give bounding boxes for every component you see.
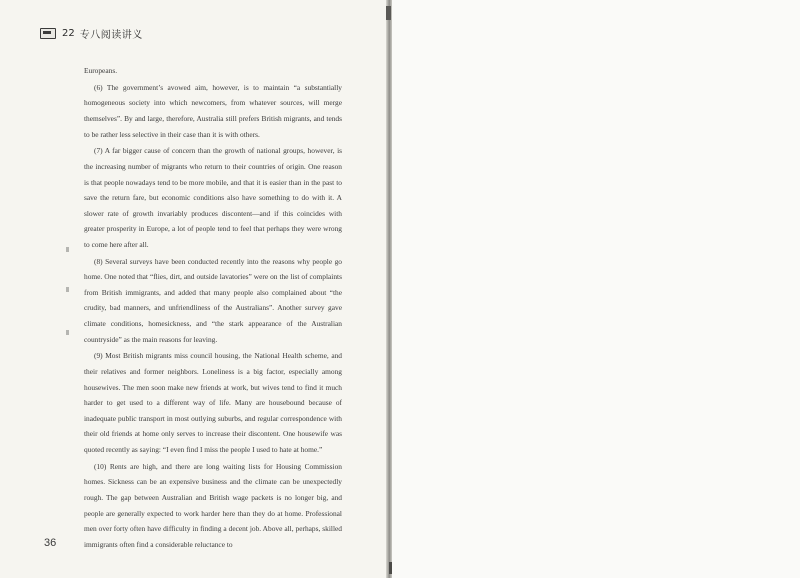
margin-mark <box>66 247 69 252</box>
paragraph-8: (8) Several surveys have been conducted recently into the reasons why people go home. One noted that “flies, dirt, and outside lavatories” were on the list of complaints from British immigrants, and added that many people also complained about “the crudity, bad manners, and unfriendliness of the Australians”. Another survey gave climate conditions, homesickness, and “the stark appearance of the Australian countryside” as the main reasons for leaving. <box>84 256 342 344</box>
paragraph-continuation: Europeans. <box>84 66 118 75</box>
book-icon <box>40 28 56 39</box>
paragraph-10: (10) Rents are high, and there are long waiting lists for Housing Commission homes. Sickness can be an expensive business and the climate can be unexpectedly rough. The gap between Australian and British wage packets is no longer big, and people are generally expected to work harder here than they do at home. Professional men over forty often have difficulty in finding a decent job. Above all, perhaps, skilled immigrants often find a considerable reluctance to <box>84 461 342 549</box>
paragraph-9: (9) Most British migrants miss council housing, the National Health scheme, and their relatives and former neighbors. Loneliness is a big factor, especially among housewives. The men soon make new friends at work, but wives tend to find it much harder to get used to a different way of life. Many are housebound because of inadequate public transport in most outlying suburbs, and regular correspondence with their old friends at home only serves to increase their discontent. One housewife was quoted recently as saying: “I even find I miss the people I used to hate at home.” <box>84 351 342 454</box>
margin-mark <box>66 330 69 335</box>
left-page <box>0 0 388 578</box>
page-header <box>40 26 143 41</box>
gutter-shadow-top <box>386 6 391 20</box>
article-body <box>84 63 342 554</box>
header-title: 专八阅读讲义 <box>79 30 143 41</box>
page-number: 36 <box>44 537 57 549</box>
paragraph-7: (7) A far bigger cause of concern than the growth of national groups, however, is the increasing number of migrants who return to their countries of origin. One reason is that people nowadays tend to be more mobile, and that it is easier than in the past to save the return fare, but economic conditions also have something to do with it. A slower rate of growth invariably produces discontent—and if this coincides with greater prosperity in Europe, a lot of people tend to feel that perhaps they were wrong to come here after all. <box>84 146 342 249</box>
header-page-number: 22 <box>62 28 75 39</box>
paragraph-6: (6) The government’s avowed aim, however, is to maintain “a substantially homogeneous society into which newcomers, from whatever sources, will merge themselves”. By and large, therefore, Australia still prefers British migrants, and tends to be rather less selective in their case than it is with others. <box>84 82 342 139</box>
right-page-blank <box>392 0 800 578</box>
margin-mark <box>66 287 69 292</box>
